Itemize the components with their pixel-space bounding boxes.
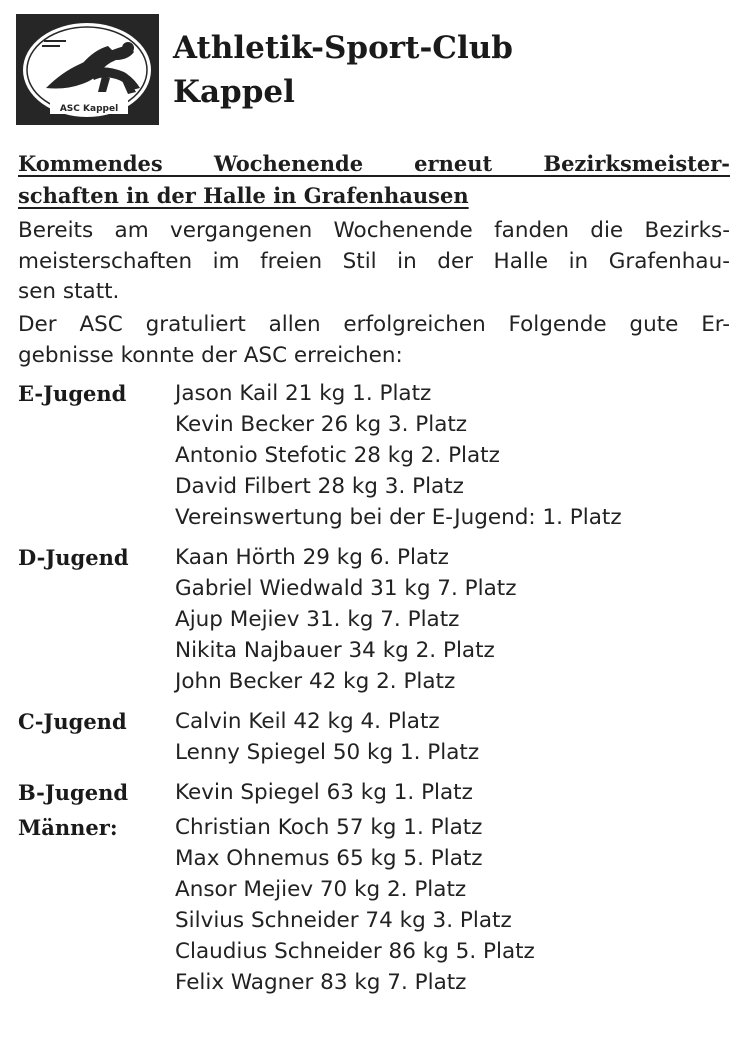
intro-line: sen statt.: [18, 279, 120, 304]
result-entry: Jason Kail 21 kg 1. Platz: [175, 381, 432, 406]
headline-line1: Kommendes Wochenende erneut Bezirksmeister-: [18, 151, 730, 176]
result-entry: John Becker 42 kg 2. Platz: [175, 669, 456, 694]
result-group-c-jugend: [18, 706, 738, 768]
club-name-line1: Athletik-Sport-Club: [173, 30, 513, 66]
result-entry: Ajup Mejiev 31. kg 7. Platz: [175, 607, 460, 632]
wrestlers-logo-icon: [16, 14, 159, 125]
intro-line: meisterschaften im freien Stil in der Halle in Grafenhau-: [18, 248, 730, 274]
club-name: [173, 26, 513, 114]
category-label: B-Jugend: [18, 780, 129, 805]
headline-line2: schaften in der Halle in Grafenhausen: [18, 183, 469, 208]
result-group-d-jugend: [18, 542, 738, 697]
result-entry: Lenny Spiegel 50 kg 1. Platz: [175, 740, 480, 765]
result-entry: Kaan Hörth 29 kg 6. Platz: [175, 545, 449, 570]
result-entry: Max Ohnemus 65 kg 5. Platz: [175, 846, 483, 871]
result-entry: David Filbert 28 kg 3. Platz: [175, 474, 464, 499]
result-group-maenner: [18, 812, 738, 998]
result-entry: Nikita Najbauer 34 kg 2. Platz: [175, 638, 495, 663]
result-entry: Claudius Schneider 86 kg 5. Platz: [175, 939, 535, 964]
congrats-paragraph: [18, 310, 730, 371]
result-group-b-jugend: [18, 777, 738, 808]
category-label: D-Jugend: [18, 545, 129, 570]
result-entry: Gabriel Wiedwald 31 kg 7. Platz: [175, 576, 517, 601]
club-logo: [16, 14, 159, 125]
result-entry: Silvius Schneider 74 kg 3. Platz: [175, 908, 512, 933]
result-entry: Antonio Stefotic 28 kg 2. Platz: [175, 443, 500, 468]
result-entry: Kevin Spiegel 63 kg 1. Platz: [175, 780, 473, 805]
congrats-line: gebnisse konnte der ASC erreichen:: [18, 342, 403, 368]
result-entry: Calvin Keil 42 kg 4. Platz: [175, 709, 440, 734]
intro-line: Bereits am vergangenen Wochenende fanden die Bezirks-: [18, 218, 730, 243]
result-entry: Vereinswertung bei der E-Jugend: 1. Platz: [175, 505, 622, 530]
category-label: C-Jugend: [18, 709, 127, 734]
congrats-line: Der ASC gratuliert allen erfolgreichen Folgende gute Er-: [18, 312, 730, 337]
club-name-line2: Kappel: [173, 74, 295, 110]
intro-paragraph: [18, 216, 730, 308]
result-entry: Christian Koch 57 kg 1. Platz: [175, 815, 483, 840]
result-entry: Felix Wagner 83 kg 7. Platz: [175, 970, 467, 995]
category-label: E-Jugend: [18, 381, 127, 406]
results-list: [18, 378, 738, 1007]
logo-text: ASC Kappel: [59, 104, 119, 114]
category-label: Männer:: [18, 815, 118, 840]
result-entry: Kevin Becker 26 kg 3. Platz: [175, 412, 468, 437]
result-entry: Ansor Mejiev 70 kg 2. Platz: [175, 877, 467, 902]
result-group-e-jugend: [18, 378, 738, 533]
article-headline: [18, 148, 730, 212]
